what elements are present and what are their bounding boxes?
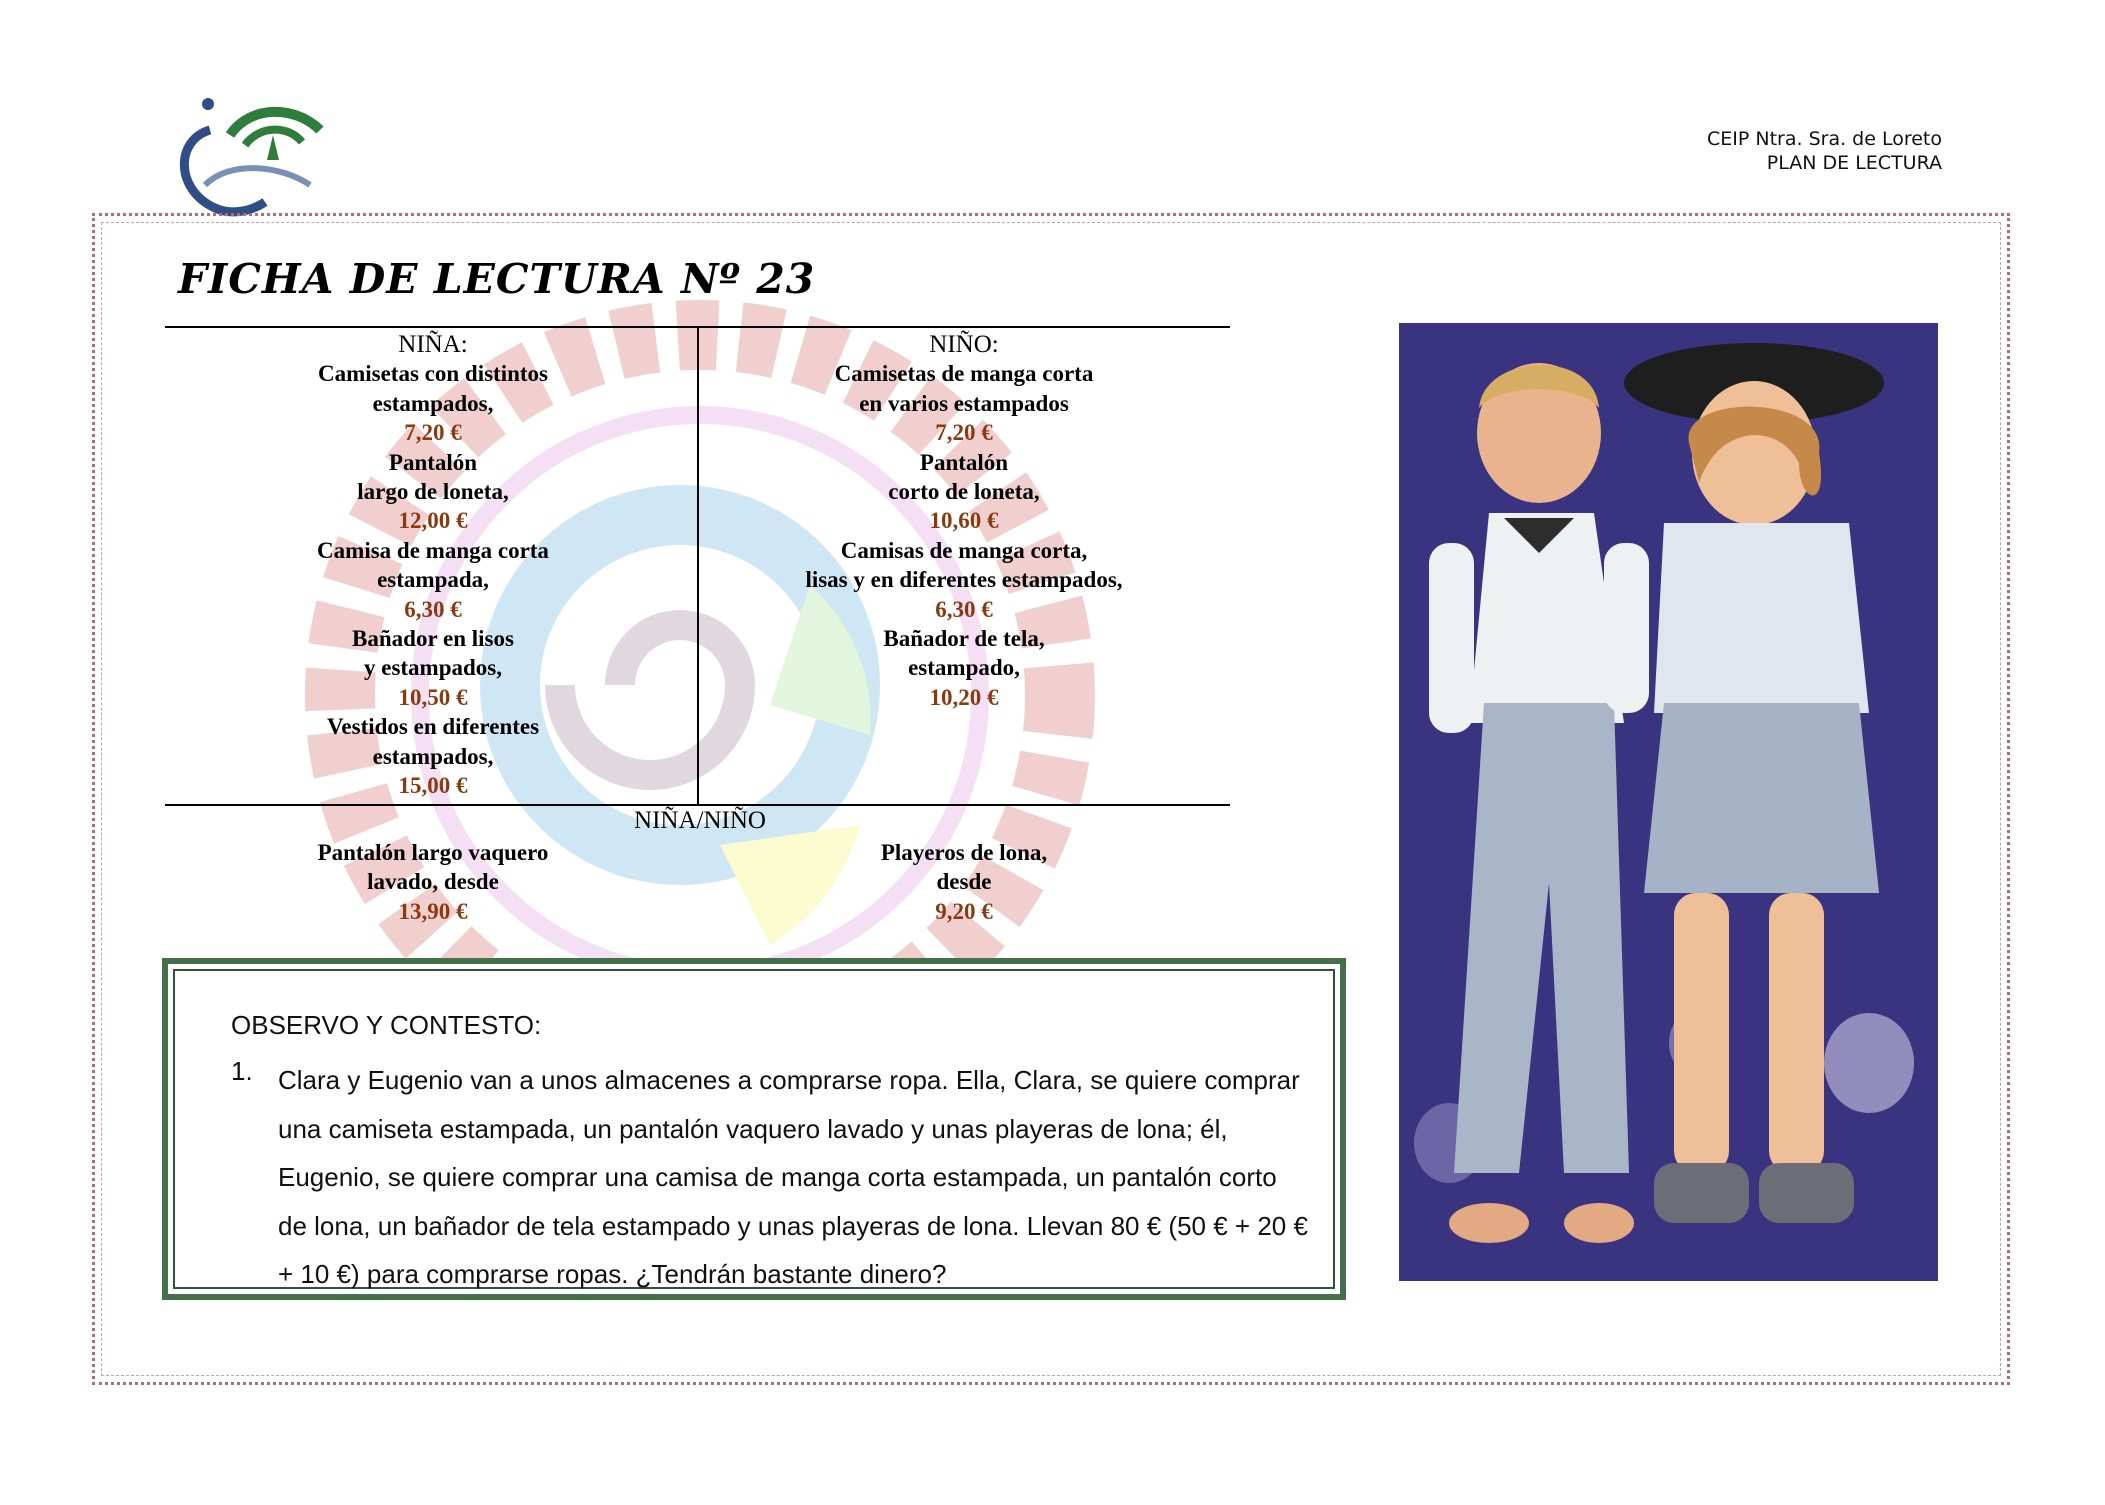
item-price: 12,00 € [398, 508, 468, 534]
item-line: Pantalón [919, 449, 1009, 475]
item-price: 6,30 € [404, 596, 462, 622]
item-price: 6,30 € [935, 596, 993, 622]
question-box [162, 958, 1346, 1300]
item-line: Camisa de manga corta [317, 537, 549, 563]
item-line: Playeros de lona, [880, 840, 1048, 865]
item-price: 10,60 € [929, 508, 999, 534]
item-line: Camisas de manga corta, [840, 537, 1088, 563]
school-name: CEIP Ntra. Sra. de Loreto [1707, 128, 1942, 150]
item-line: lavado, desde [367, 869, 499, 895]
item-line: Pantalón [388, 449, 478, 475]
list-item [193, 712, 673, 800]
boy-heading: NIÑO: [929, 331, 999, 358]
question-number: 1. [231, 1056, 253, 1086]
item-line: y estampados, [363, 655, 502, 681]
item-line: estampado, [908, 655, 1020, 681]
list-item [724, 624, 1204, 712]
item-line: desde [936, 869, 992, 895]
item-line: estampada, [377, 567, 489, 593]
item-line: Bañador en lisos [352, 626, 514, 652]
item-line: estampados, [372, 390, 494, 416]
boy-column [724, 330, 1204, 712]
page-title: FICHA DE LECTURA Nº 23 [178, 255, 816, 303]
table-column-divider [697, 327, 699, 805]
item-line: Pantalón largo vaquero [317, 840, 549, 865]
item-line: Camisetas con distintos [317, 361, 548, 387]
both-right-item [724, 838, 1204, 926]
item-price: 7,20 € [935, 420, 993, 446]
item-line: largo de loneta, [357, 479, 509, 505]
list-item [724, 359, 1204, 447]
item-line: en varios estampados [859, 390, 1069, 416]
item-price: 10,50 € [398, 684, 468, 710]
list-item [193, 624, 673, 712]
list-item [193, 359, 673, 447]
question-text: Clara y Eugenio van a unos almacenes a comprarse ropa. Ella, Clara, se quiere comprar una camiseta estampada, un pantalón vaquero lavado y unas playeras de lona; él, Eugenio, se quiere comprar una camisa de manga corta estampada, un pantalón corto de lona, un bañador de tela estampado y unas playeras de lona. Llevan 80 € (50 € + 20 € + 10 €) para comprarse ropas. ¿Tendrán bastante dinero? [278, 1065, 1308, 1289]
list-item [193, 448, 673, 536]
girl-column [193, 330, 673, 801]
item-price: 13,90 € [398, 898, 468, 924]
item-price: 15,00 € [398, 773, 468, 799]
question-heading: OBSERVO Y CONTESTO: [231, 1010, 542, 1040]
item-price: 7,20 € [404, 420, 462, 446]
girl-heading: NIÑA: [398, 331, 468, 358]
program-name: PLAN DE LECTURA [1766, 152, 1942, 174]
item-line: Bañador de tela, [883, 626, 1045, 652]
list-item [724, 448, 1204, 536]
school-header [1707, 127, 1942, 175]
both-left-item [193, 838, 673, 926]
item-line: corto de loneta, [888, 479, 1040, 505]
list-item [724, 536, 1204, 624]
both-heading: NIÑA/NIÑO [634, 807, 766, 834]
children-photo [1399, 323, 1938, 1281]
item-line: estampados, [372, 743, 494, 769]
item-line: lisas y en diferentes estampados, [805, 567, 1123, 593]
junta-andalucia-logo [170, 90, 340, 220]
item-line: Vestidos en diferentes [326, 714, 540, 740]
item-line: Camisetas de manga corta [834, 361, 1094, 387]
item-price: 9,20 € [935, 898, 993, 924]
item-price: 10,20 € [929, 684, 999, 710]
list-item [193, 536, 673, 624]
